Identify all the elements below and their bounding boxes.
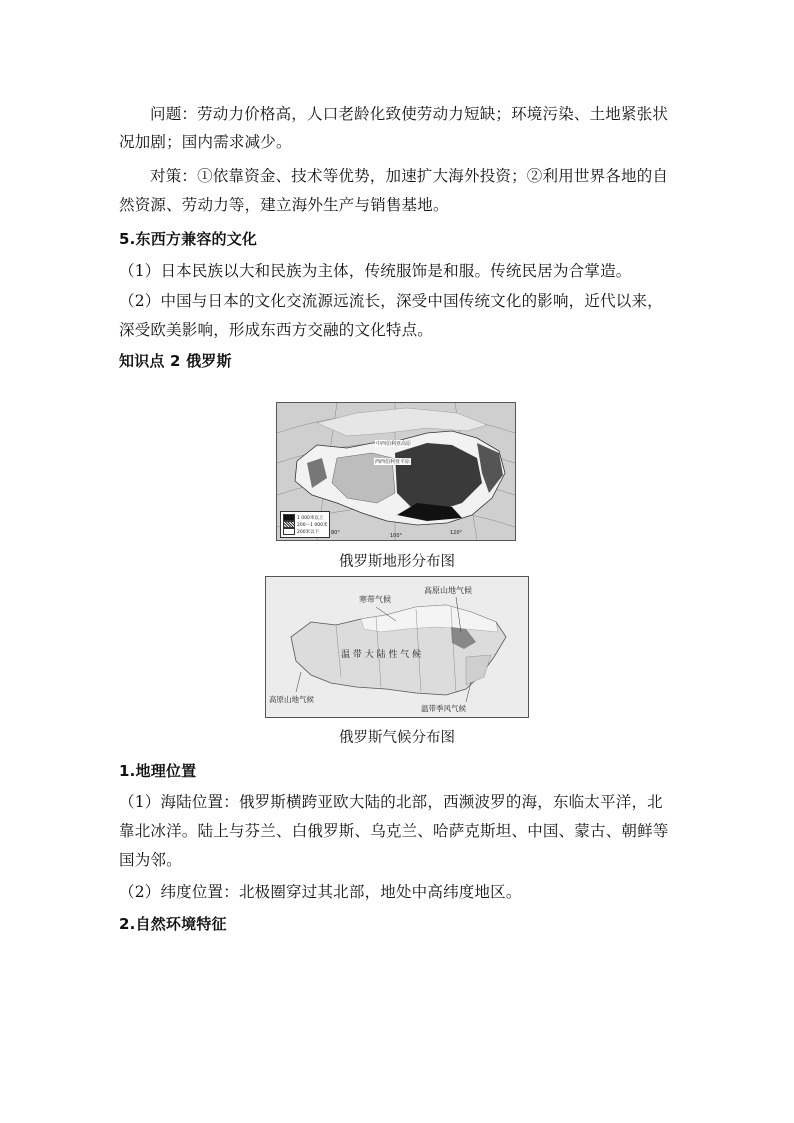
- paragraph-geo-2: （2）纬度位置：北极圈穿过其北部，地处中高纬度地区。: [119, 883, 522, 901]
- label-highland-ne: 高原山地气候: [424, 586, 472, 595]
- paragraph-culture-2b: 深受欧美影响，形成东西方交融的文化特点。: [119, 321, 434, 339]
- legend-swatch-white: [283, 528, 295, 535]
- legend-row-mid: [283, 521, 327, 528]
- paragraph-culture-2a: （2）中国与日本的文化交流源远流长，深受中国传统文化的影响，近代以来，: [119, 292, 663, 310]
- legend-label-mid: 200～1 000米: [297, 522, 328, 528]
- terrain-map-caption: 俄罗斯地形分布图: [339, 554, 455, 570]
- terrain-legend: [280, 511, 330, 538]
- label-temperate-continental: 温 带 大 陆 性 气 候: [341, 650, 422, 660]
- legend-label-low: 200米以下: [297, 529, 320, 535]
- russia-climate-map: [265, 576, 529, 718]
- paragraph-geo-1b: 靠北冰洋。陆上与芬兰、白俄罗斯、乌克兰、哈萨克斯坦、中国、蒙古、朝鲜等: [119, 822, 669, 840]
- lon-120: 120°: [450, 530, 463, 536]
- paragraph-problem-line2: 况加剧；国内需求减少。: [119, 133, 292, 151]
- heading-geo-location: 1.地理位置: [119, 762, 197, 780]
- russia-terrain-map: [276, 402, 516, 541]
- heading-culture: 5.东西方兼容的文化: [119, 230, 258, 248]
- heading-natural-environment: 2.自然环境特征: [119, 915, 227, 933]
- paragraph-geo-1c: 国为邻。: [119, 851, 182, 869]
- lon-100: 100°: [390, 533, 403, 539]
- heading-knowledge-2: 知识点 2 俄罗斯: [119, 352, 232, 370]
- paragraph-measure-line1: 对策：①依靠资金、技术等优势，加速扩大海外投资；②利用世界各地的自: [150, 167, 669, 185]
- label-plateau: 中西伯利亚高原: [376, 441, 412, 447]
- label-highland-sw: 高原山地气候: [269, 695, 314, 704]
- legend-row-high: [283, 514, 327, 521]
- legend-label-high: 1 000米以上: [297, 515, 324, 521]
- paragraph-culture-1: （1）日本民族以大和民族为主体，传统服饰是和服。传统民居为合掌造。: [119, 262, 632, 280]
- paragraph-measure-line2: 然资源、劳动力等，建立海外生产与销售基地。: [119, 196, 449, 214]
- label-plain: 西西伯利亚平原: [375, 459, 411, 465]
- label-temperate-monsoon: 温带季风气候: [421, 704, 466, 713]
- legend-swatch-dark: [283, 514, 295, 521]
- paragraph-problem-line1: 问题：劳动力价格高，人口老龄化致使劳动力短缺；环境污染、土地紧张状: [150, 105, 669, 123]
- paragraph-geo-1a: （1）海陆位置：俄罗斯横跨亚欧大陆的北部，西濒波罗的海，东临太平洋，北: [119, 793, 663, 811]
- label-subarctic: 寒带气候: [359, 595, 391, 604]
- legend-swatch-hatched: [283, 521, 295, 528]
- legend-row-low: [283, 528, 327, 535]
- climate-map-caption: 俄罗斯气候分布图: [339, 730, 455, 746]
- lon-80: 80°: [331, 530, 340, 536]
